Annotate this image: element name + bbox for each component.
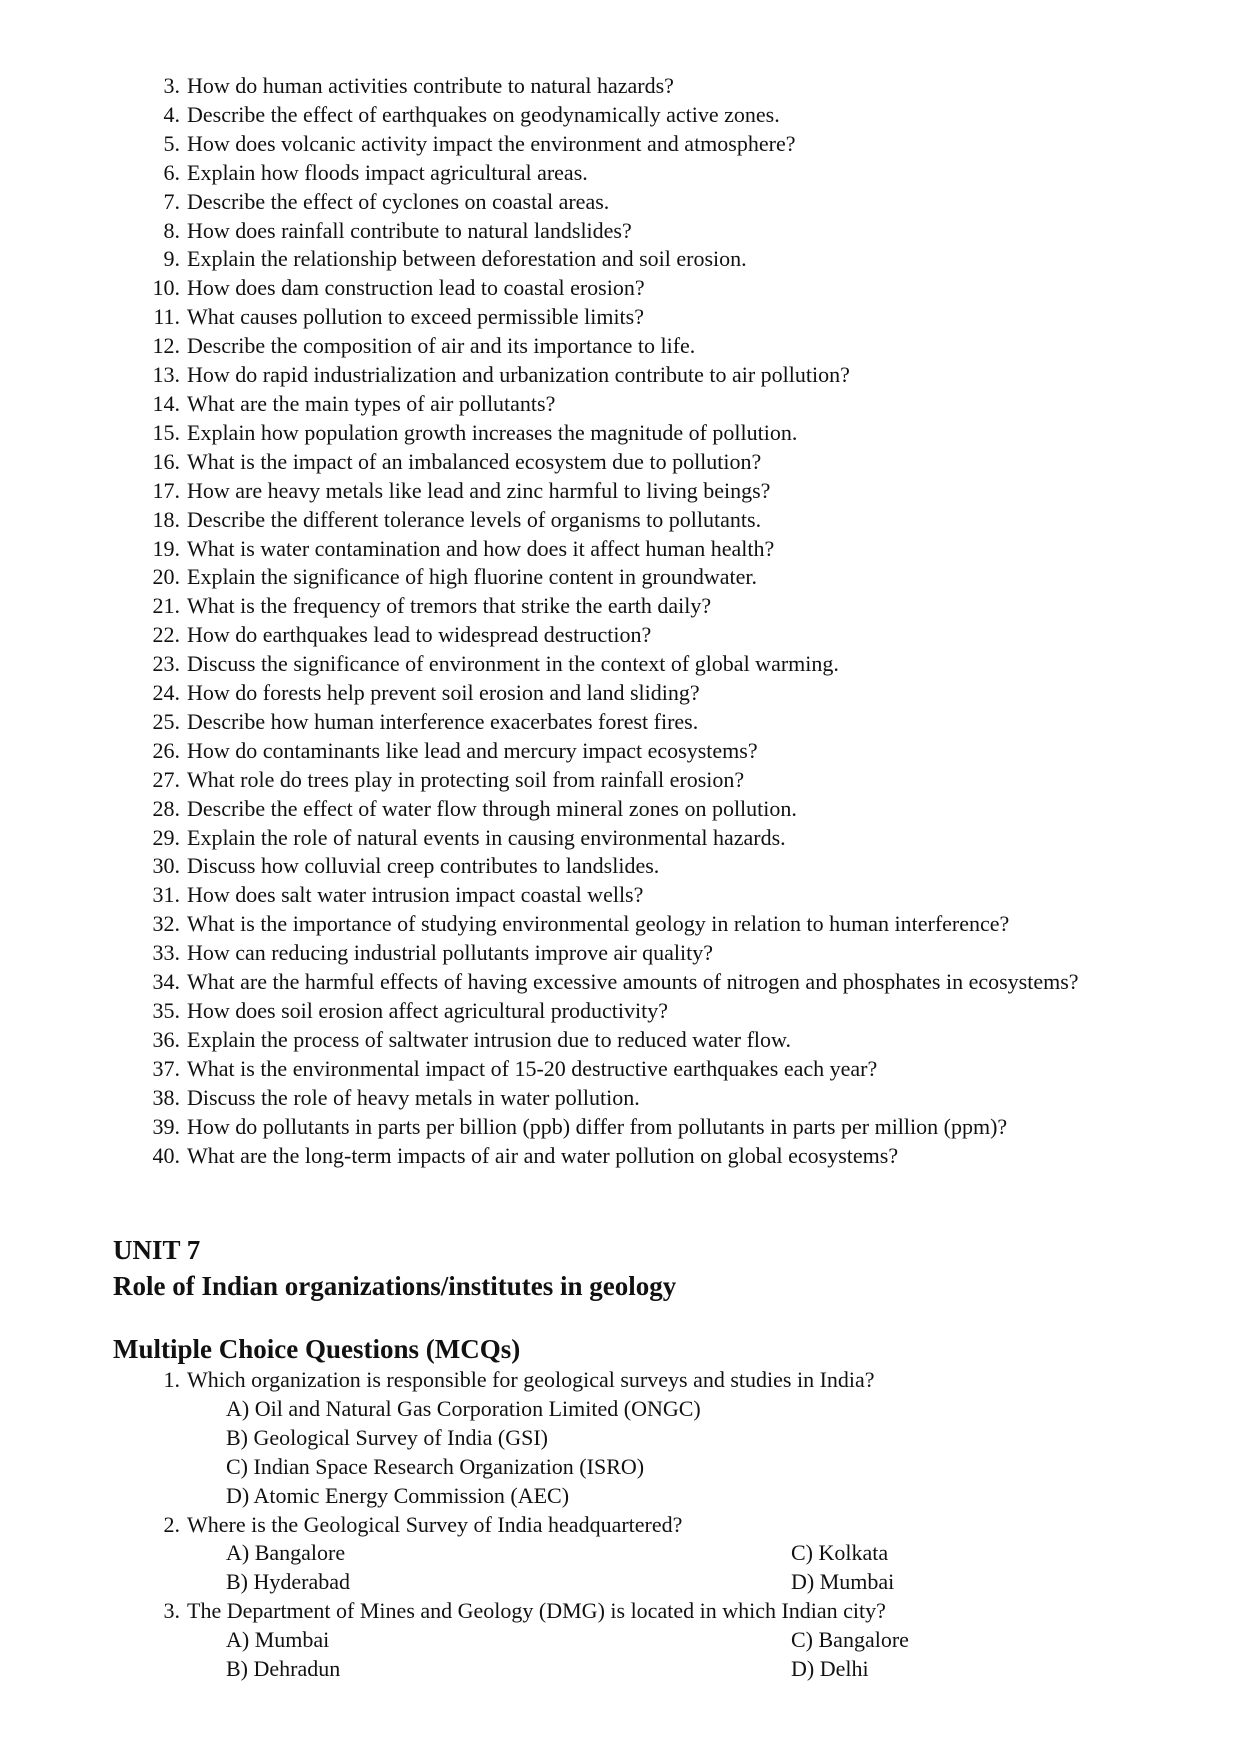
question-text: Explain the role of natural events in causing environmental hazards. bbox=[187, 824, 786, 850]
question-number: 11. bbox=[153, 304, 180, 330]
question-text: Explain the significance of high fluorine content in groundwater. bbox=[187, 564, 758, 590]
list-item bbox=[0, 332, 1241, 361]
list-item bbox=[0, 881, 1241, 910]
list-item bbox=[0, 535, 1241, 564]
question-text: Describe the different tolerance levels of organisms to pollutants. bbox=[187, 506, 762, 532]
question-text: What is water contamination and how does it affect human health? bbox=[187, 535, 775, 561]
option-d: D) Mumbai bbox=[791, 1569, 895, 1595]
question-number: 27. bbox=[152, 766, 180, 792]
list-item bbox=[0, 303, 1241, 332]
question-text: What is the environmental impact of 15-20 destructive earthquakes each year? bbox=[187, 1055, 878, 1081]
mcq-heading: Multiple Choice Questions (MCQs) bbox=[113, 1334, 521, 1364]
question-number: 17. bbox=[152, 477, 180, 503]
question-number: 21. bbox=[152, 593, 180, 619]
question-text: How do forests help prevent soil erosion and land sliding? bbox=[187, 680, 700, 706]
question-text: Describe the effect of cyclones on coastal areas. bbox=[187, 188, 610, 214]
option-a: A) Bangalore bbox=[226, 1540, 346, 1566]
question-text: Describe how human interference exacerbates forest fires. bbox=[187, 708, 699, 734]
question-text: What are the main types of air pollutants? bbox=[187, 390, 556, 416]
question-number: 26. bbox=[152, 737, 180, 763]
question-text: How does rainfall contribute to natural landslides? bbox=[187, 217, 632, 243]
list-item bbox=[0, 563, 1241, 592]
list-item bbox=[0, 188, 1241, 217]
list-item bbox=[0, 1026, 1241, 1055]
question-text: How do contaminants like lead and mercury impact ecosystems? bbox=[187, 737, 758, 763]
list-item bbox=[0, 737, 1241, 766]
list-item bbox=[0, 852, 1241, 881]
option-d: D) Delhi bbox=[791, 1656, 869, 1682]
question-text: Explain how floods impact agricultural areas. bbox=[187, 159, 588, 185]
question-number: 28. bbox=[152, 795, 180, 821]
mcq-list bbox=[0, 1366, 1241, 1684]
question-text: Describe the effect of earthquakes on geodynamically active zones. bbox=[187, 101, 780, 127]
question-number: 29. bbox=[152, 824, 180, 850]
list-item bbox=[0, 477, 1241, 506]
question-number: 9. bbox=[163, 246, 180, 272]
question-text: What are the harmful effects of having excessive amounts of nitrogen and phosphates in ecosystems? bbox=[187, 969, 1079, 995]
list-item bbox=[0, 217, 1241, 246]
question-text: Discuss the role of heavy metals in water pollution. bbox=[187, 1084, 640, 1110]
question-text: What is the frequency of tremors that strike the earth daily? bbox=[187, 593, 712, 619]
question-number: 23. bbox=[152, 651, 180, 677]
list-item bbox=[0, 939, 1241, 968]
question-number: 18. bbox=[152, 506, 180, 532]
question-text: Explain the process of saltwater intrusion due to reduced water flow. bbox=[187, 1026, 791, 1052]
option-row bbox=[0, 1655, 1241, 1684]
question-number: 1. bbox=[163, 1367, 180, 1392]
question-number: 40. bbox=[152, 1142, 180, 1168]
question-text: Discuss the significance of environment in the context of global warming. bbox=[187, 651, 839, 677]
question-text: How does volcanic activity impact the environment and atmosphere? bbox=[187, 130, 796, 156]
list-item bbox=[0, 621, 1241, 650]
list-item bbox=[0, 72, 1241, 101]
option-b: B) Dehradun bbox=[226, 1656, 341, 1682]
option-row bbox=[0, 1568, 1241, 1597]
question-text: Explain the relationship between deforestation and soil erosion. bbox=[187, 246, 747, 272]
option-b: B) Hyderabad bbox=[226, 1569, 351, 1595]
question-text: What role do trees play in protecting soil from rainfall erosion? bbox=[187, 766, 745, 792]
list-item bbox=[0, 101, 1241, 130]
question-text: How do earthquakes lead to widespread destruction? bbox=[187, 622, 652, 648]
question-number: 3. bbox=[163, 73, 180, 98]
question-number: 13. bbox=[152, 362, 180, 388]
question-number: 7. bbox=[163, 188, 180, 214]
question-number: 22. bbox=[152, 622, 180, 648]
list-item bbox=[0, 274, 1241, 303]
question-number: 6. bbox=[163, 159, 180, 185]
list-item bbox=[0, 390, 1241, 419]
list-item bbox=[0, 968, 1241, 997]
question-number: 12. bbox=[152, 333, 180, 359]
question-number: 25. bbox=[152, 708, 180, 734]
list-item bbox=[0, 910, 1241, 939]
unit-number: UNIT 7 bbox=[113, 1235, 201, 1265]
option-c: C) Kolkata bbox=[791, 1540, 889, 1566]
question-number: 37. bbox=[152, 1055, 180, 1081]
unit-heading bbox=[113, 1232, 676, 1304]
mcq-question bbox=[0, 1366, 1241, 1395]
question-number: 36. bbox=[152, 1026, 180, 1052]
list-item bbox=[0, 795, 1241, 824]
option-c: C) Bangalore bbox=[791, 1627, 909, 1653]
list-item bbox=[0, 766, 1241, 795]
question-number: 3. bbox=[163, 1598, 180, 1624]
question-number: 10. bbox=[152, 275, 180, 301]
question-number: 20. bbox=[152, 564, 180, 590]
list-item bbox=[0, 159, 1241, 188]
list-item bbox=[0, 245, 1241, 274]
option-c: C) Indian Space Research Organization (ISRO) bbox=[226, 1453, 645, 1479]
question-text: Describe the composition of air and its importance to life. bbox=[187, 333, 696, 359]
question-list bbox=[0, 72, 1241, 1170]
question-text: What causes pollution to exceed permissible limits? bbox=[187, 304, 644, 330]
question-number: 14. bbox=[152, 390, 180, 416]
question-number: 31. bbox=[152, 882, 180, 908]
question-text: Which organization is responsible for geological surveys and studies in India? bbox=[187, 1367, 875, 1392]
list-item bbox=[0, 361, 1241, 390]
question-number: 15. bbox=[152, 419, 180, 445]
question-text: How does salt water intrusion impact coastal wells? bbox=[187, 882, 644, 908]
list-item bbox=[0, 448, 1241, 477]
question-text: How do rapid industrialization and urbanization contribute to air pollution? bbox=[187, 362, 850, 388]
list-item bbox=[0, 679, 1241, 708]
question-number: 35. bbox=[152, 998, 180, 1023]
question-text: How do human activities contribute to natural hazards? bbox=[187, 73, 674, 98]
question-number: 8. bbox=[163, 217, 180, 243]
question-number: 33. bbox=[152, 940, 180, 966]
question-number: 39. bbox=[152, 1113, 180, 1139]
question-text: What is the importance of studying environmental geology in relation to human interference? bbox=[187, 911, 1010, 937]
list-item bbox=[0, 1055, 1241, 1084]
question-text: How can reducing industrial pollutants improve air quality? bbox=[187, 940, 714, 966]
option-d: D) Atomic Energy Commission (AEC) bbox=[226, 1482, 570, 1508]
question-text: Discuss how colluvial creep contributes to landslides. bbox=[187, 853, 660, 879]
list-item bbox=[0, 592, 1241, 621]
question-number: 4. bbox=[163, 101, 180, 127]
option-row bbox=[0, 1626, 1241, 1655]
question-number: 16. bbox=[152, 448, 180, 474]
list-item bbox=[0, 708, 1241, 737]
question-number: 34. bbox=[152, 969, 180, 995]
question-text: How are heavy metals like lead and zinc harmful to living beings? bbox=[187, 477, 771, 503]
question-number: 32. bbox=[152, 911, 180, 937]
question-text: The Department of Mines and Geology (DMG) is located in which Indian city? bbox=[187, 1598, 886, 1624]
question-number: 24. bbox=[152, 680, 180, 706]
question-text: Explain how population growth increases the magnitude of pollution. bbox=[187, 419, 798, 445]
list-item bbox=[0, 506, 1241, 535]
question-text: Where is the Geological Survey of India headquartered? bbox=[187, 1511, 683, 1537]
list-item bbox=[0, 130, 1241, 159]
question-text: How does dam construction lead to coastal erosion? bbox=[187, 275, 645, 301]
mcq-question bbox=[0, 1597, 1241, 1626]
question-number: 5. bbox=[163, 130, 180, 156]
unit-title: Role of Indian organizations/institutes in geology bbox=[113, 1271, 677, 1301]
option-b: B) Geological Survey of India (GSI) bbox=[226, 1424, 548, 1450]
question-text: How do pollutants in parts per billion (ppb) differ from pollutants in parts per million (ppm)? bbox=[187, 1113, 1008, 1139]
question-number: 2. bbox=[163, 1511, 180, 1537]
question-number: 19. bbox=[152, 535, 180, 561]
list-item bbox=[0, 824, 1241, 853]
question-text: How does soil erosion affect agricultural productivity? bbox=[187, 998, 669, 1023]
question-text: What is the impact of an imbalanced ecosystem due to pollution? bbox=[187, 448, 762, 474]
list-item bbox=[0, 650, 1241, 679]
list-item bbox=[0, 419, 1241, 448]
option-a: A) Oil and Natural Gas Corporation Limited (ONGC) bbox=[226, 1395, 701, 1421]
question-number: 30. bbox=[152, 853, 180, 879]
question-text: What are the long-term impacts of air and water pollution on global ecosystems? bbox=[187, 1142, 899, 1168]
list-item bbox=[0, 1113, 1241, 1142]
list-item bbox=[0, 1142, 1241, 1171]
list-item bbox=[0, 1084, 1241, 1113]
question-number: 38. bbox=[152, 1084, 180, 1110]
option-a: A) Mumbai bbox=[226, 1627, 330, 1653]
list-item bbox=[0, 997, 1241, 1026]
question-text: Describe the effect of water flow through mineral zones on pollution. bbox=[187, 795, 797, 821]
mcq-question bbox=[0, 1511, 1241, 1540]
option-row bbox=[0, 1539, 1241, 1568]
